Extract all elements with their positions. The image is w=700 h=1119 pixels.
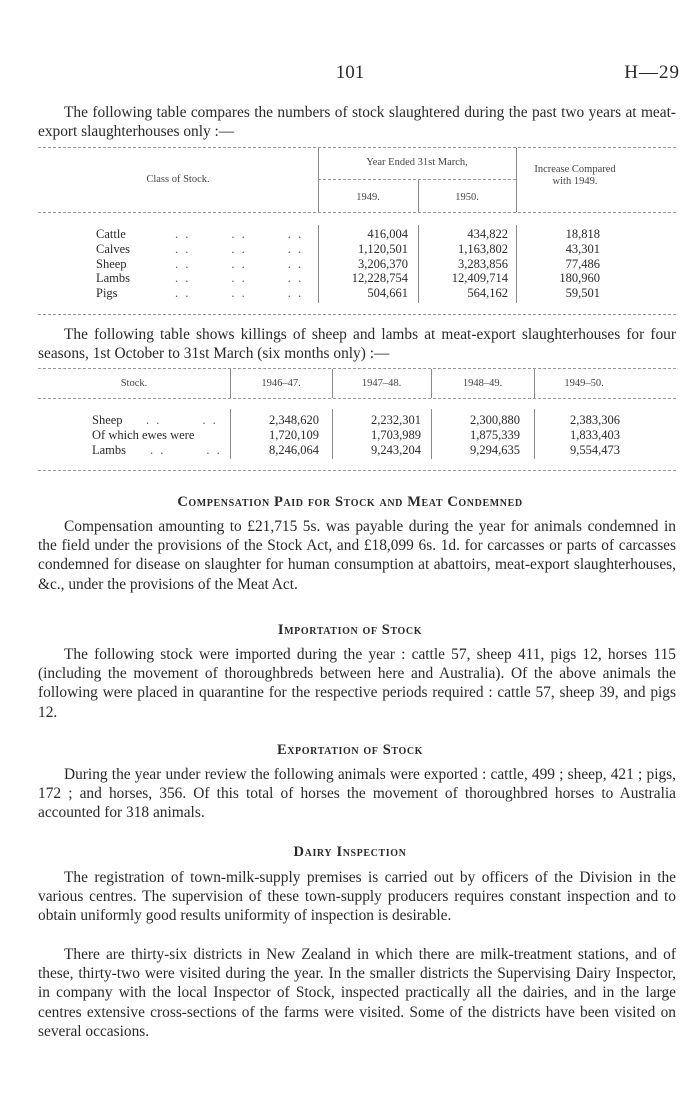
row-label: Sheep bbox=[92, 413, 123, 427]
cell-1949: 12,228,754 bbox=[351, 271, 408, 286]
paragraph-dairy-2: There are thirty-six districts in New Zealand in which there are milk-treatment stations, and of these, thirty-two were visited during the year. In the smaller districts the Supervising Dairy Inspector, in company with the local Inspector of Stock, inspected practically all the dairies, and in the large centres extensive cross-sections of the farms were visited. Some of the districts have been visited on several occasions. bbox=[38, 946, 676, 1040]
table2-bottom-rule bbox=[38, 470, 676, 471]
leader-dots: . . . . . . bbox=[175, 286, 304, 301]
cell-1948-49: 2,300,880 bbox=[470, 413, 520, 427]
table1-header-rule bbox=[38, 212, 676, 213]
col-header-year-ended: Year Ended 31st March, bbox=[366, 157, 468, 168]
cell-1949: 416,004 bbox=[367, 227, 408, 241]
cell-increase: 180,960 bbox=[559, 271, 600, 286]
row-label: Pigs bbox=[96, 286, 118, 301]
cell-increase: 59,501 bbox=[565, 286, 600, 301]
heading-exportation: Exportation of Stock bbox=[276, 742, 424, 758]
leader-dots: . . . . . . bbox=[175, 241, 304, 256]
paragraph-dairy-1: The registration of town-milk-supply premises is carried out by officers of the Division in the various centres. The supervision of these town-supply producers requires constant inspection and to obtain uniformly good results uniformity of inspection is desirable. bbox=[38, 869, 676, 925]
col-header-1950: 1950. bbox=[455, 192, 479, 203]
paragraph-exportation: During the year under review the following animals were exported : cattle, 499 ; sheep, 421 ; pigs, 172 ; and horses, 356. Of this total of horses the movement of thoroughbred horses to Australia accounted for 318 animals. bbox=[38, 766, 676, 822]
heading-compensation: Compensation Paid for Stock and Meat Condemned bbox=[177, 494, 523, 510]
leader-dots: . . . . . . bbox=[175, 256, 304, 271]
cell-1950: 434,822 bbox=[467, 227, 508, 241]
col-header-1947-48: 1947–48. bbox=[361, 378, 402, 389]
cell-1949-50: 9,554,473 bbox=[570, 442, 620, 457]
cell-1948-49: 1,875,339 bbox=[470, 427, 520, 442]
cell-1949: 1,120,501 bbox=[358, 241, 408, 256]
table1-subrule bbox=[318, 179, 516, 180]
cell-1949-50: 2,383,306 bbox=[570, 413, 620, 427]
paragraph-compensation: Compensation amounting to £21,715 5s. was payable during the year for animals condemned in the field under the provisions of the Stock Act, and £18,099 6s. 1d. for carcasses or parts of carcasses condemned for disease on slaughter for human consumption at abattoirs, meat-export slaughterhouses, &c., under the provisions of the Meat Act. bbox=[38, 518, 676, 593]
table1-top-rule bbox=[38, 147, 676, 148]
cell-1949: 3,206,370 bbox=[358, 256, 408, 271]
row-label: Lambs bbox=[92, 442, 127, 457]
leader-dots: . . . . . . bbox=[175, 271, 304, 286]
cell-1948-49: 9,294,635 bbox=[470, 442, 520, 457]
row-label: Lambs bbox=[96, 271, 131, 286]
cell-1946-47: 8,246,064 bbox=[269, 442, 319, 457]
table1-divider bbox=[516, 148, 517, 212]
row-label: Cattle bbox=[96, 227, 126, 241]
cell-1949: 504,661 bbox=[367, 286, 408, 301]
cell-1946-47: 2,348,620 bbox=[269, 413, 319, 427]
col-header-1946-47: 1946–47. bbox=[261, 378, 301, 389]
col-header-1949: 1949. bbox=[356, 192, 380, 203]
col-header-1948-49: 1948–49. bbox=[462, 378, 503, 389]
cell-1947-48: 9,243,204 bbox=[371, 442, 421, 457]
col-header-stock: Stock. bbox=[120, 378, 148, 389]
row-label: Of which ewes were bbox=[92, 427, 195, 442]
leader-dots: . . . . bbox=[150, 442, 222, 457]
row-label: Sheep bbox=[96, 256, 127, 271]
cell-1950: 3,283,856 bbox=[458, 256, 508, 271]
intro-paragraph-2: The following table shows killings of sheep and lambs at meat-export slaughterhouses for four seasons, 1st October to 31st March (six months only) :— bbox=[38, 326, 676, 363]
intro-paragraph-1: The following table compares the numbers of stock slaughtered during the past two years at meat-export slaughterhouses only :— bbox=[38, 104, 676, 141]
col-header-1949-50: 1949–50. bbox=[564, 378, 604, 389]
cell-1946-47: 1,720,109 bbox=[269, 427, 319, 442]
cell-1950: 1,163,802 bbox=[458, 241, 508, 256]
leader-dots: . . . . bbox=[146, 413, 218, 427]
col-header-class: Class of Stock. bbox=[146, 174, 210, 185]
cell-1947-48: 2,232,301 bbox=[371, 413, 421, 427]
heading-dairy-inspection: Dairy Inspection bbox=[293, 844, 407, 860]
cell-1949-50: 1,833,403 bbox=[570, 427, 620, 442]
table2-top-rule bbox=[38, 368, 676, 369]
table2-header-rule bbox=[38, 398, 676, 399]
cell-1947-48: 1,703,989 bbox=[371, 427, 421, 442]
col-header-increase: Increase Compared with 1949. bbox=[534, 164, 616, 187]
leader-dots: . . . . . . bbox=[175, 227, 304, 241]
cell-increase: 43,301 bbox=[565, 241, 600, 256]
page-reference: H—29 bbox=[624, 62, 680, 83]
cell-1950: 12,409,714 bbox=[451, 271, 508, 286]
paragraph-importation: The following stock were imported during the year : cattle 57, sheep 411, pigs 12, horses 115 (including the movement of thoroughbreds between here and Australia). Of the above animals the following were placed in quarantine for the respective periods required : cattle 57, sheep 39, and pigs 12. bbox=[38, 646, 676, 721]
cell-increase: 18,818 bbox=[565, 227, 600, 241]
row-label: Calves bbox=[96, 241, 131, 256]
cell-increase: 77,486 bbox=[565, 256, 600, 271]
cell-1950: 564,162 bbox=[467, 286, 508, 301]
heading-importation: Importation of Stock bbox=[277, 622, 423, 638]
table1-bottom-rule bbox=[38, 314, 676, 315]
page-number: 101 bbox=[335, 62, 365, 83]
